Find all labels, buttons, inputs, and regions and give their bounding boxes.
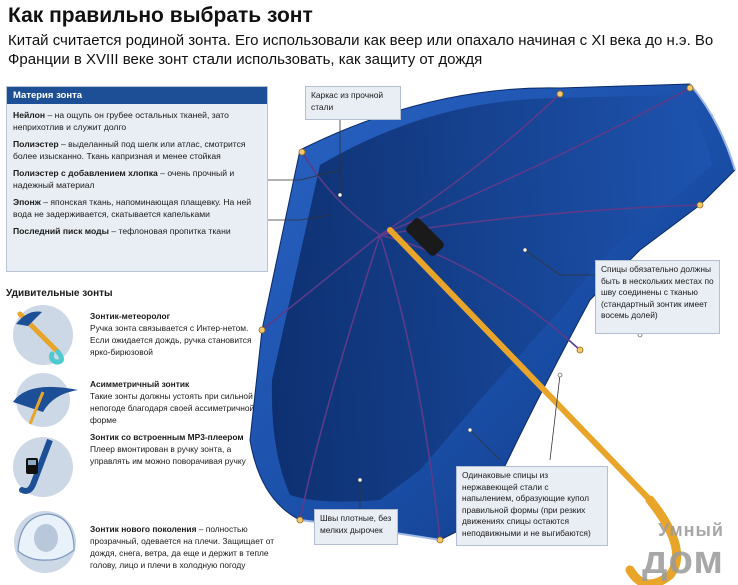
material-item: Полиэстер – выделанный под шелк или атлас, смотрится более изысканно. Ткань капризная и менее стойкая xyxy=(13,139,246,161)
mp3-umbrella-icon xyxy=(8,436,78,498)
surprise-item: Зонтик нового поколения – полностью прозрачный, одевается на плечи. Защищает от дождя, снега, ветра, да еще и держит в тепле голову, лицо и плечи в холодную погоду xyxy=(90,524,275,570)
asymmetric-umbrella-icon xyxy=(8,372,83,427)
callout-seams: Швы плотные, без мелких дырочек xyxy=(314,509,398,545)
watermark-logo: Умный дом xyxy=(642,520,724,582)
page-title: Как правильно выбрать зонт xyxy=(8,4,313,27)
callout-spokes-sewn: Спицы обязательно должны быть в нескольких местах по шву соединены с тканью (стандартный зонтик имеет восемь долей) xyxy=(595,260,720,334)
surprise-item: Зонтик со встроенным MP3-плеером Плеер вмонтирован в ручку зонта, а управлять им можно поворачивая ручку xyxy=(90,432,246,466)
surprise-item: Зонтик-метеоролог Ручка зонта связывается с Интер-нетом. Если ожидается дождь, ручка становится ярко-бирюзовой xyxy=(90,311,252,357)
page-subtitle: Китай считается родиной зонта. Его использовали как веер или опахало начиная с XI века до н.э. Во Франции в XVIII веке зонт стали использовать, как защиту от дождя xyxy=(8,32,714,68)
meteorologist-umbrella-icon xyxy=(8,304,78,366)
material-item: Полиэстер с добавлением хлопка – очень прочный и надежный материал xyxy=(13,168,235,190)
material-item: Нейлон – на ощупь он грубее остальных тканей, зато неприхотлив и служит долго xyxy=(13,110,229,132)
surprise-item: Асимметричный зонтик Такие зонты должны устоять при сильной непогоде благодаря своей ассиметричной форме xyxy=(90,379,255,425)
callout-spokes-steel: Одинаковые спицы из нержавеющей стали с напылением, образующие купол правильной формы (при резких движениях спицы остаются неподвижными и не выгибаются) xyxy=(456,466,608,546)
new-generation-umbrella-icon xyxy=(8,506,83,574)
material-item: Эпонж – японская ткань, напоминающая плащевку. На ней вода не задерживается, скатывается капельками xyxy=(13,197,252,219)
surprising-heading: Удивительные зонты xyxy=(6,288,113,299)
material-item: Последний писк моды – тефлоновая пропитка ткани xyxy=(13,226,231,236)
callout-frame: Каркас из прочной стали xyxy=(305,86,401,120)
materials-heading: Материя зонта xyxy=(7,87,267,104)
